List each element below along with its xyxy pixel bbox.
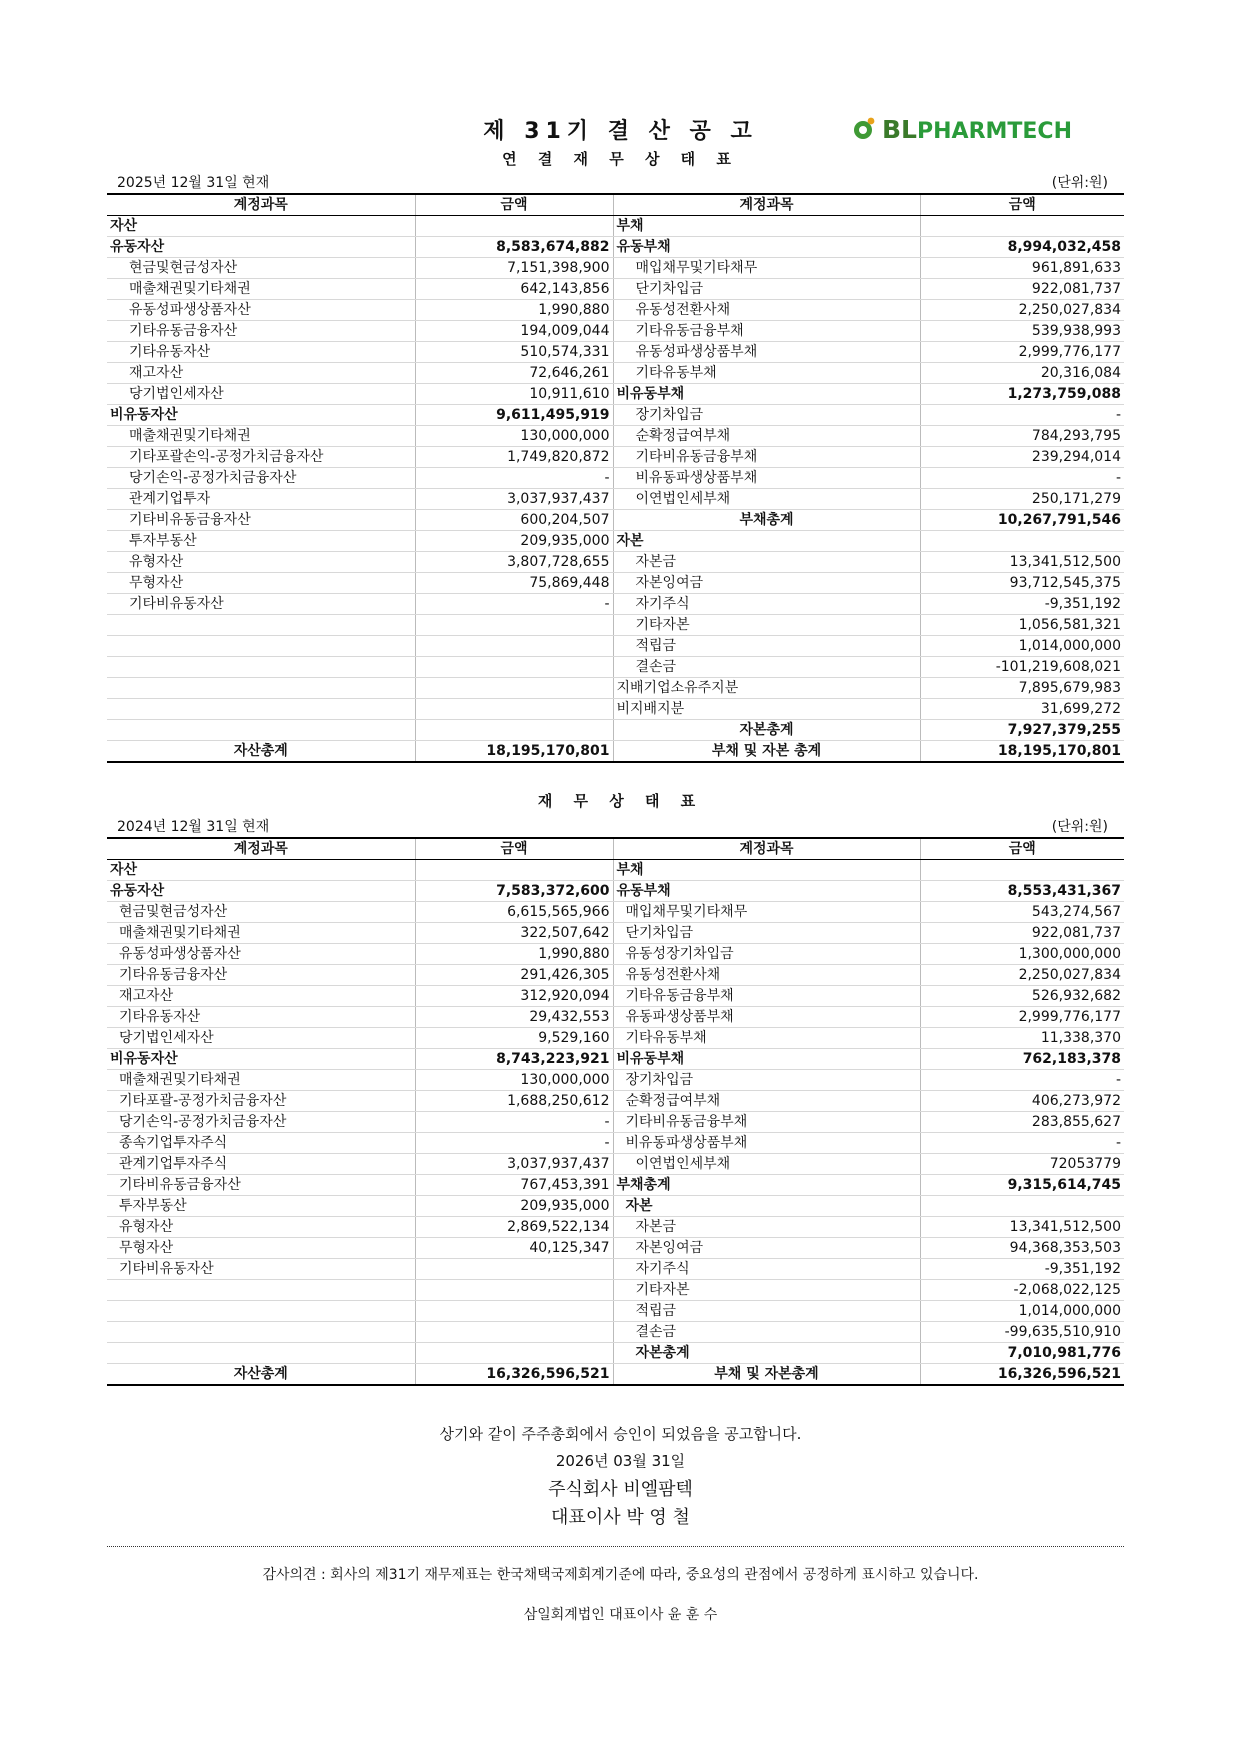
asset-amount: 209,935,000 [415,1196,613,1217]
liability-equity-amount [920,860,1124,881]
table-row [107,216,1124,237]
liability-equity-amount [920,1196,1124,1217]
liability-equity-account: 기타유동부채 [613,363,920,384]
liability-equity-account: 기타자본 [613,1280,920,1301]
sheet1-table [107,193,1124,763]
liability-equity-account: 이연법인세부채 [613,489,920,510]
header-account: 계정과목 [613,838,920,860]
asset-account [107,636,415,657]
asset-account: 투자부동산 [107,1196,415,1217]
table-row [107,321,1124,342]
sheet2-table [107,837,1124,1386]
asset-account: 기타포괄-공정가치금융자산 [107,1091,415,1112]
liability-equity-amount: - [920,1133,1124,1154]
announcement-date: 2026년 03월 31일 [555,1452,686,1470]
asset-account: 자산 [107,216,415,237]
table-row [107,1133,1124,1154]
liability-equity-amount [920,216,1124,237]
table-row [107,699,1124,720]
liability-equity-account: 비유동파생상품부채 [613,468,920,489]
asset-account: 기타비유동금융자산 [107,510,415,531]
liability-equity-account: 부채 [613,860,920,881]
liability-equity-account: 부채 [613,216,920,237]
header-account: 계정과목 [107,838,415,860]
header-account: 계정과목 [613,194,920,216]
asset-amount: 291,426,305 [415,965,613,986]
liability-equity-account: 순확정급여부채 [613,1091,920,1112]
asset-account: 자산 [107,860,415,881]
liability-equity-amount: 7,927,379,255 [920,720,1124,741]
asset-account: 당기법인세자산 [107,384,415,405]
asset-account: 종속기업투자주식 [107,1133,415,1154]
liability-equity-amount: 406,273,972 [920,1091,1124,1112]
liability-equity-amount: 1,056,581,321 [920,615,1124,636]
table-row [107,1175,1124,1196]
liability-equity-account: 유동파생상품부채 [613,1007,920,1028]
liability-equity-amount: 922,081,737 [920,279,1124,300]
table-row [107,468,1124,489]
liability-equity-amount: 93,712,545,375 [920,573,1124,594]
asset-amount: 600,204,507 [415,510,613,531]
table-row [107,237,1124,258]
table-row [107,573,1124,594]
asset-account: 기타포괄손익-공정가치금융자산 [107,447,415,468]
liability-equity-amount: 922,081,737 [920,923,1124,944]
liability-equity-account: 자본 [613,1196,920,1217]
table-row [107,279,1124,300]
asset-account [107,720,415,741]
asset-amount: 1,749,820,872 [415,447,613,468]
asset-account: 현금및현금성자산 [107,902,415,923]
asset-amount: 767,453,391 [415,1175,613,1196]
liability-equity-amount: -9,351,192 [920,594,1124,615]
liability-equity-amount: -99,635,510,910 [920,1322,1124,1343]
table-row [107,678,1124,699]
liability-equity-amount: 2,999,776,177 [920,342,1124,363]
liability-equity-amount: 11,338,370 [920,1028,1124,1049]
liability-equity-account: 부채총계 [613,510,920,531]
table-row [107,342,1124,363]
company-logo [852,114,1072,144]
asset-amount [415,860,613,881]
liability-equity-amount: 10,267,791,546 [920,510,1124,531]
asset-account: 기타유동자산 [107,1007,415,1028]
liability-equity-amount: 31,699,272 [920,699,1124,720]
asset-amount: 8,583,674,882 [415,237,613,258]
asset-account: 유형자산 [107,552,415,573]
table-row [107,657,1124,678]
table-row [107,1049,1124,1070]
liability-equity-amount: 9,315,614,745 [920,1175,1124,1196]
liability-equity-account: 이연법인세부채 [613,1154,920,1175]
liability-equity-account: 기타비유동금융부채 [613,1112,920,1133]
asset-amount: 1,688,250,612 [415,1091,613,1112]
assets-total-amount: 18,195,170,801 [415,741,613,763]
asset-amount [415,1322,613,1343]
asset-amount [415,657,613,678]
asset-account [107,615,415,636]
liabilities-equity-total-label: 부채 및 자본총계 [613,1364,920,1386]
table-row [107,531,1124,552]
liability-equity-amount: 1,273,759,088 [920,384,1124,405]
asset-amount: 72,646,261 [415,363,613,384]
sheet2-unit: (단위:원) [1051,819,1108,835]
asset-amount: 510,574,331 [415,342,613,363]
asset-account: 유동성파생상품자산 [107,944,415,965]
header-amount: 금액 [920,194,1124,216]
table-row [107,860,1124,881]
liability-equity-account: 자기주식 [613,594,920,615]
asset-account: 기타유동자산 [107,342,415,363]
table-row [107,1238,1124,1259]
asset-amount [415,1280,613,1301]
table-row [107,510,1124,531]
liabilities-equity-total-amount: 18,195,170,801 [920,741,1124,763]
asset-account: 비유동자산 [107,1049,415,1070]
liability-equity-account: 유동성장기차입금 [613,944,920,965]
divider [107,1546,1124,1547]
liability-equity-account: 자본총계 [613,720,920,741]
header-account: 계정과목 [107,194,415,216]
asset-amount [415,720,613,741]
asset-account: 재고자산 [107,363,415,384]
liability-equity-account: 단기차입금 [613,279,920,300]
liability-equity-account: 적립금 [613,636,920,657]
approval-notice: 상기와 같이 주주총회에서 승인이 되었음을 공고합니다. [439,1425,802,1443]
liability-equity-amount: -9,351,192 [920,1259,1124,1280]
table-row [107,1343,1124,1364]
asset-amount: 1,990,880 [415,300,613,321]
asset-amount: 10,911,610 [415,384,613,405]
asset-amount [415,699,613,720]
audit-opinion: 감사의견 : 회사의 제31기 재무제표는 한국채택국제회계기준에 따라, 중요성의 관점에서 공정하게 표시하고 있습니다. [262,1567,979,1583]
liability-equity-amount: 1,014,000,000 [920,1301,1124,1322]
asset-account: 기타유동금융자산 [107,321,415,342]
asset-account: 재고자산 [107,986,415,1007]
liability-equity-amount: -101,219,608,021 [920,657,1124,678]
table-row [107,1280,1124,1301]
asset-account: 유동성파생상품자산 [107,300,415,321]
liability-equity-account: 부채총계 [613,1175,920,1196]
sheet1-title: 연 결 재 무 상 태 표 [502,150,739,168]
liability-equity-amount: 283,855,627 [920,1112,1124,1133]
table-row [107,1028,1124,1049]
asset-amount: 29,432,553 [415,1007,613,1028]
table-row [107,405,1124,426]
asset-amount: 1,990,880 [415,944,613,965]
asset-amount: - [415,594,613,615]
asset-amount: 9,611,495,919 [415,405,613,426]
table-row [107,384,1124,405]
table-row [107,1091,1124,1112]
liability-equity-amount: 961,891,633 [920,258,1124,279]
sheet2-date: 2024년 12월 31일 현재 [117,819,270,835]
asset-amount: 7,583,372,600 [415,881,613,902]
liability-equity-account: 유동부채 [613,881,920,902]
liability-equity-account: 비지배지분 [613,699,920,720]
liabilities-equity-total-amount: 16,326,596,521 [920,1364,1124,1386]
asset-account: 무형자산 [107,573,415,594]
liability-equity-account: 매입채무및기타채무 [613,258,920,279]
header-amount: 금액 [920,838,1124,860]
table-row [107,594,1124,615]
liability-equity-account: 비유동부채 [613,1049,920,1070]
asset-account: 매출채권및기타채권 [107,279,415,300]
liability-equity-amount: 72053779 [920,1154,1124,1175]
asset-amount: 3,807,728,655 [415,552,613,573]
asset-account: 현금및현금성자산 [107,258,415,279]
page-title: 제 31기 결 산 공 고 [483,119,758,144]
asset-amount: 6,615,565,966 [415,902,613,923]
liability-equity-account: 자본 [613,531,920,552]
liability-equity-amount: - [920,405,1124,426]
liability-equity-amount: 20,316,084 [920,363,1124,384]
asset-account: 유형자산 [107,1217,415,1238]
asset-amount: 130,000,000 [415,426,613,447]
asset-account: 기타유동금융자산 [107,965,415,986]
liability-equity-amount: 8,994,032,458 [920,237,1124,258]
asset-amount: - [415,468,613,489]
sheet1-unit: (단위:원) [1051,175,1108,191]
table-row [107,881,1124,902]
auditor: 삼일회계법인 대표이사 윤 훈 수 [523,1607,718,1623]
table-row [107,944,1124,965]
table-row [107,489,1124,510]
asset-account [107,657,415,678]
table-row [107,1259,1124,1280]
asset-amount [415,1301,613,1322]
asset-account: 기타비유동금융자산 [107,1175,415,1196]
asset-amount: 642,143,856 [415,279,613,300]
asset-account: 투자부동산 [107,531,415,552]
liability-equity-account: 기타유동금융부채 [613,986,920,1007]
total-row [107,1364,1124,1386]
table-row [107,1196,1124,1217]
asset-amount: 3,037,937,437 [415,489,613,510]
liability-equity-account: 장기차입금 [613,1070,920,1091]
asset-account: 비유동자산 [107,405,415,426]
table-header-row [107,838,1124,860]
liability-equity-account: 유동성파생상품부채 [613,342,920,363]
asset-amount: 7,151,398,900 [415,258,613,279]
table-row [107,986,1124,1007]
asset-account: 관계기업투자 [107,489,415,510]
header-amount: 금액 [415,838,613,860]
liability-equity-account: 자본금 [613,552,920,573]
asset-account: 무형자산 [107,1238,415,1259]
logo-text: BLPHARMTECH [882,114,1072,144]
ceo-name: 대표이사 박 영 철 [551,1507,690,1528]
liability-equity-amount: 13,341,512,500 [920,552,1124,573]
liability-equity-amount: 543,274,567 [920,902,1124,923]
asset-amount: 2,869,522,134 [415,1217,613,1238]
asset-account [107,1301,415,1322]
table-row [107,1070,1124,1091]
liability-equity-amount: 762,183,378 [920,1049,1124,1070]
liability-equity-account: 자본총계 [613,1343,920,1364]
table-row [107,258,1124,279]
liability-equity-amount: -2,068,022,125 [920,1280,1124,1301]
liability-equity-account: 지배기업소유주지분 [613,678,920,699]
table-row [107,1112,1124,1133]
liability-equity-amount: 2,999,776,177 [920,1007,1124,1028]
asset-account: 매출채권및기타채권 [107,426,415,447]
table-header-row [107,194,1124,216]
table-row [107,1154,1124,1175]
asset-amount [415,636,613,657]
liability-equity-amount: 1,300,000,000 [920,944,1124,965]
asset-amount [415,1343,613,1364]
liability-equity-account: 유동부채 [613,237,920,258]
liability-equity-amount: 250,171,279 [920,489,1124,510]
sheet2-title: 재 무 상 태 표 [537,792,704,810]
asset-account: 유동자산 [107,881,415,902]
asset-amount [415,678,613,699]
sheet1-date: 2025년 12월 31일 현재 [117,175,270,191]
asset-amount: 194,009,044 [415,321,613,342]
table-row [107,636,1124,657]
assets-total-label: 자산총계 [107,741,415,763]
asset-amount: 75,869,448 [415,573,613,594]
total-row [107,741,1124,763]
table-row [107,300,1124,321]
asset-account [107,1343,415,1364]
asset-amount: 40,125,347 [415,1238,613,1259]
liability-equity-account: 장기차입금 [613,405,920,426]
liability-equity-account: 기타유동금융부채 [613,321,920,342]
liability-equity-account: 비유동파생상품부채 [613,1133,920,1154]
liability-equity-account: 매입채무및기타채무 [613,902,920,923]
liability-equity-account: 유동성전환사채 [613,965,920,986]
asset-account [107,678,415,699]
asset-amount: 8,743,223,921 [415,1049,613,1070]
asset-account: 유동자산 [107,237,415,258]
liability-equity-amount: 8,553,431,367 [920,881,1124,902]
liability-equity-amount: 539,938,993 [920,321,1124,342]
liability-equity-account: 기타유동부채 [613,1028,920,1049]
liability-equity-amount: 2,250,027,834 [920,300,1124,321]
liability-equity-amount: 239,294,014 [920,447,1124,468]
liability-equity-account: 적립금 [613,1301,920,1322]
assets-total-label: 자산총계 [107,1364,415,1386]
asset-account: 매출채권및기타채권 [107,923,415,944]
liability-equity-amount: 7,010,981,776 [920,1343,1124,1364]
asset-account: 관계기업투자주식 [107,1154,415,1175]
asset-amount: - [415,1112,613,1133]
liability-equity-account: 유동성전환사채 [613,300,920,321]
table-row [107,1217,1124,1238]
liability-equity-amount: - [920,468,1124,489]
table-row [107,1322,1124,1343]
asset-amount: 130,000,000 [415,1070,613,1091]
liability-equity-amount: 7,895,679,983 [920,678,1124,699]
table-row [107,965,1124,986]
table-row [107,923,1124,944]
table-row [107,552,1124,573]
liability-equity-amount: 94,368,353,503 [920,1238,1124,1259]
asset-account: 매출채권및기타채권 [107,1070,415,1091]
liability-equity-amount: - [920,1070,1124,1091]
asset-account [107,1280,415,1301]
table-row [107,426,1124,447]
assets-total-amount: 16,326,596,521 [415,1364,613,1386]
liability-equity-account: 순확정급여부채 [613,426,920,447]
liability-equity-account: 자기주식 [613,1259,920,1280]
logo-mark-icon [852,117,876,141]
liability-equity-account: 자본잉여금 [613,573,920,594]
table-row [107,363,1124,384]
asset-amount: 9,529,160 [415,1028,613,1049]
asset-account: 당기손익-공정가치금융자산 [107,1112,415,1133]
company-name: 주식회사 비엘팜텍 [548,1479,693,1500]
asset-account: 기타비유동자산 [107,1259,415,1280]
liability-equity-account: 기타비유동금융부채 [613,447,920,468]
table-row [107,720,1124,741]
liability-equity-account: 결손금 [613,1322,920,1343]
liability-equity-account: 자본금 [613,1217,920,1238]
table-row [107,615,1124,636]
asset-amount [415,216,613,237]
liability-equity-account: 단기차입금 [613,923,920,944]
liability-equity-account: 비유동부채 [613,384,920,405]
liability-equity-account: 기타자본 [613,615,920,636]
table-row [107,1301,1124,1322]
asset-account: 기타비유동자산 [107,594,415,615]
asset-amount [415,1259,613,1280]
asset-amount: 209,935,000 [415,531,613,552]
liabilities-equity-total-label: 부채 및 자본 총계 [613,741,920,763]
liability-equity-amount [920,531,1124,552]
liability-equity-account: 결손금 [613,657,920,678]
asset-account [107,699,415,720]
liability-equity-amount: 13,341,512,500 [920,1217,1124,1238]
table-row [107,1007,1124,1028]
asset-amount [415,615,613,636]
asset-account: 당기법인세자산 [107,1028,415,1049]
asset-amount: 322,507,642 [415,923,613,944]
liability-equity-account: 자본잉여금 [613,1238,920,1259]
header-amount: 금액 [415,194,613,216]
liability-equity-amount: 526,932,682 [920,986,1124,1007]
asset-account: 당기손익-공정가치금융자산 [107,468,415,489]
asset-amount: 3,037,937,437 [415,1154,613,1175]
liability-equity-amount: 784,293,795 [920,426,1124,447]
asset-account [107,1322,415,1343]
table-row [107,902,1124,923]
asset-amount: 312,920,094 [415,986,613,1007]
liability-equity-amount: 2,250,027,834 [920,965,1124,986]
asset-amount: - [415,1133,613,1154]
table-row [107,447,1124,468]
liability-equity-amount: 1,014,000,000 [920,636,1124,657]
